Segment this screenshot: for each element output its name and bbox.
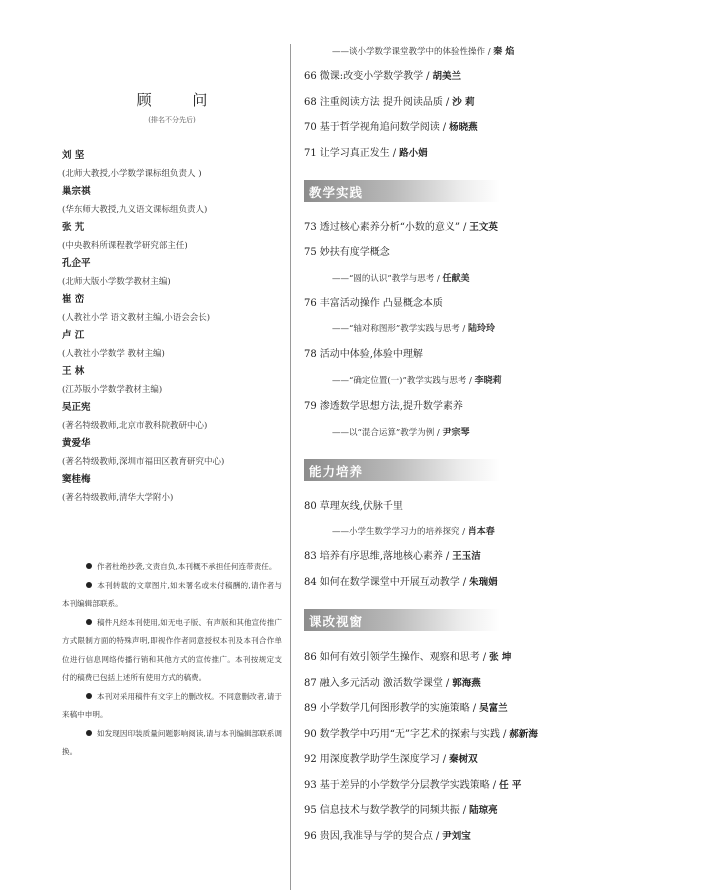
toc-entry[interactable]: 76 丰富活动操作 凸显概念本质 [304,298,443,309]
toc-entry[interactable]: 71 让学习真正发生 / 路小娟 [304,148,428,159]
advisor-desc: (江苏版小学数学教材主编) [62,385,163,395]
toc-entry[interactable]: 80 草理灰线,伏脉千里 [304,501,403,512]
section-heading-curriculum-reform: 课改视窗 [304,609,500,631]
bullet-icon [86,693,92,699]
advisor-desc: (著名特级教师,清华大学附小) [62,493,174,503]
toc-entry[interactable]: 78 活动中体验,体验中理解 [304,349,423,360]
advisor-name: 崔 峦 [62,294,85,305]
advisor-name: 窦桂梅 [62,474,91,485]
notice-list [62,558,282,762]
toc-entry[interactable]: 68 注重阅读方法 提升阅读品质 / 沙 莉 [304,97,475,108]
bullet-icon [86,730,92,736]
toc-entry[interactable]: 92 用深度教学助学生深度学习 / 秦树双 [304,754,478,765]
advisor-name: 黄爱华 [62,438,91,449]
toc-entry[interactable]: 83 培养有序思维,落地核心素养 / 王玉洁 [304,551,481,562]
toc-subtitle: ——“确定位置(一)”教学实践与思考 / 李晓莉 [332,376,502,386]
toc-subtitle: ——“轴对称图形”教学实践与思考 / 陆玲玲 [332,324,495,334]
advisor-desc: (著名特级教师,深圳市福田区教育研究中心) [62,457,225,467]
advisor-heading: 顾 问 [136,91,226,109]
notice-item: 本刊转载的文章图片,如未署名或未付稿酬的,请作者与本刊编辑部联系。 [62,580,282,608]
advisor-list [62,147,292,507]
advisor-desc: (华东师大教授,九义语文课标组负责人) [62,205,208,215]
toc-subtitle: ——谈小学数学课堂教学中的体验性操作 / 秦 焰 [332,47,515,57]
advisor-name: 巢宗祺 [62,186,91,197]
toc-entry[interactable]: 70 基于哲学视角追问数学阅读 / 杨晓燕 [304,122,478,133]
advisor-name: 刘 坚 [62,150,85,161]
toc-subtitle: ——以“混合运算”教学为例 / 尹宗琴 [332,428,470,438]
toc-entry[interactable]: 79 渗透数学思想方法,提升数学素养 [304,401,463,412]
advisor-desc: (北师大版小学数学教材主编) [62,277,171,287]
toc-entry[interactable]: 89 小学数学几何图形教学的实施策略 / 吴富兰 [304,703,508,714]
notice-item: 如发现因印装质量问题影响阅读,请与本刊编辑部联系调换。 [62,728,282,756]
toc-subtitle: ——小学生数学学习力的培养探究 / 肖本春 [332,527,495,537]
bullet-icon [86,563,92,569]
toc-entry[interactable]: 95 信息技术与数学教学的同频共振 / 陆琼亮 [304,805,498,816]
section-heading-teaching-practice: 教学实践 [304,180,500,202]
advisor-name: 卢 江 [62,330,85,341]
advisor-name: 王 林 [62,366,85,377]
advisor-desc: (中央教科所课程教学研究部主任) [62,241,188,251]
toc-entry[interactable]: 73 透过核心素养分析“小数的意义” / 王文英 [304,222,498,233]
notice-item: 作者杜绝抄袭,文责自负,本刊概不承担任何连带责任。 [62,558,282,577]
toc-entry[interactable]: 66 微课:改变小学数学教学 / 胡美兰 [304,71,461,82]
toc-entry[interactable]: 75 妙扶有度学概念 [304,247,390,258]
notice-item: 本刊对采用稿件有文字上的删改权。不同意删改者,请于来稿中申明。 [62,691,282,719]
advisor-name: 孔企平 [62,258,91,269]
advisor-name: 吴正宪 [62,402,91,413]
advisor-desc: (人教社小学 语文教材主编,小语会会长) [62,313,211,323]
bullet-icon [86,582,92,588]
section-heading-ability-training: 能力培养 [304,459,500,481]
toc-subtitle: ——“圆的认识”教学与思考 / 任献美 [332,274,470,284]
toc-entry[interactable]: 84 如何在数学课堂中开展互动教学 / 朱瑞娟 [304,577,498,588]
toc-entry[interactable]: 90 数学教学中巧用“无”字艺术的探索与实践 / 郝新海 [304,729,538,740]
toc-entry[interactable]: 86 如何有效引领学生操作、观察和思考 / 张 坤 [304,652,512,663]
toc-entry[interactable]: 93 基于差异的小学数学分层教学实践策略 / 任 平 [304,780,522,791]
advisor-desc: (人教社小学数学 教材主编) [62,349,165,359]
toc-entry[interactable]: 87 融入多元活动 激活数学课堂 / 郭海燕 [304,678,481,689]
toc-entry[interactable]: 96 贵因,我准导与学的契合点 / 尹刘宝 [304,831,471,842]
advisor-desc: (著名特级教师,北京市教科院教研中心) [62,421,208,431]
notice-item: 稿件凡经本刊使用,如无电子版、有声版和其他宣传推广方式限制方面的特殊声明,即视作作者同意授权本刊及本刊合作单位进行信息网络传播行销和其他方式的宣传推广。本刊按规定支付的稿费已包括上述所有使用方式的稿费。 [62,617,282,682]
advisor-desc: (北师大教授,小学数学课标组负责人 ) [62,169,202,179]
bullet-icon [86,619,92,625]
advisor-note: (排名不分先后) [148,116,196,124]
advisor-name: 张 艽 [62,222,85,233]
